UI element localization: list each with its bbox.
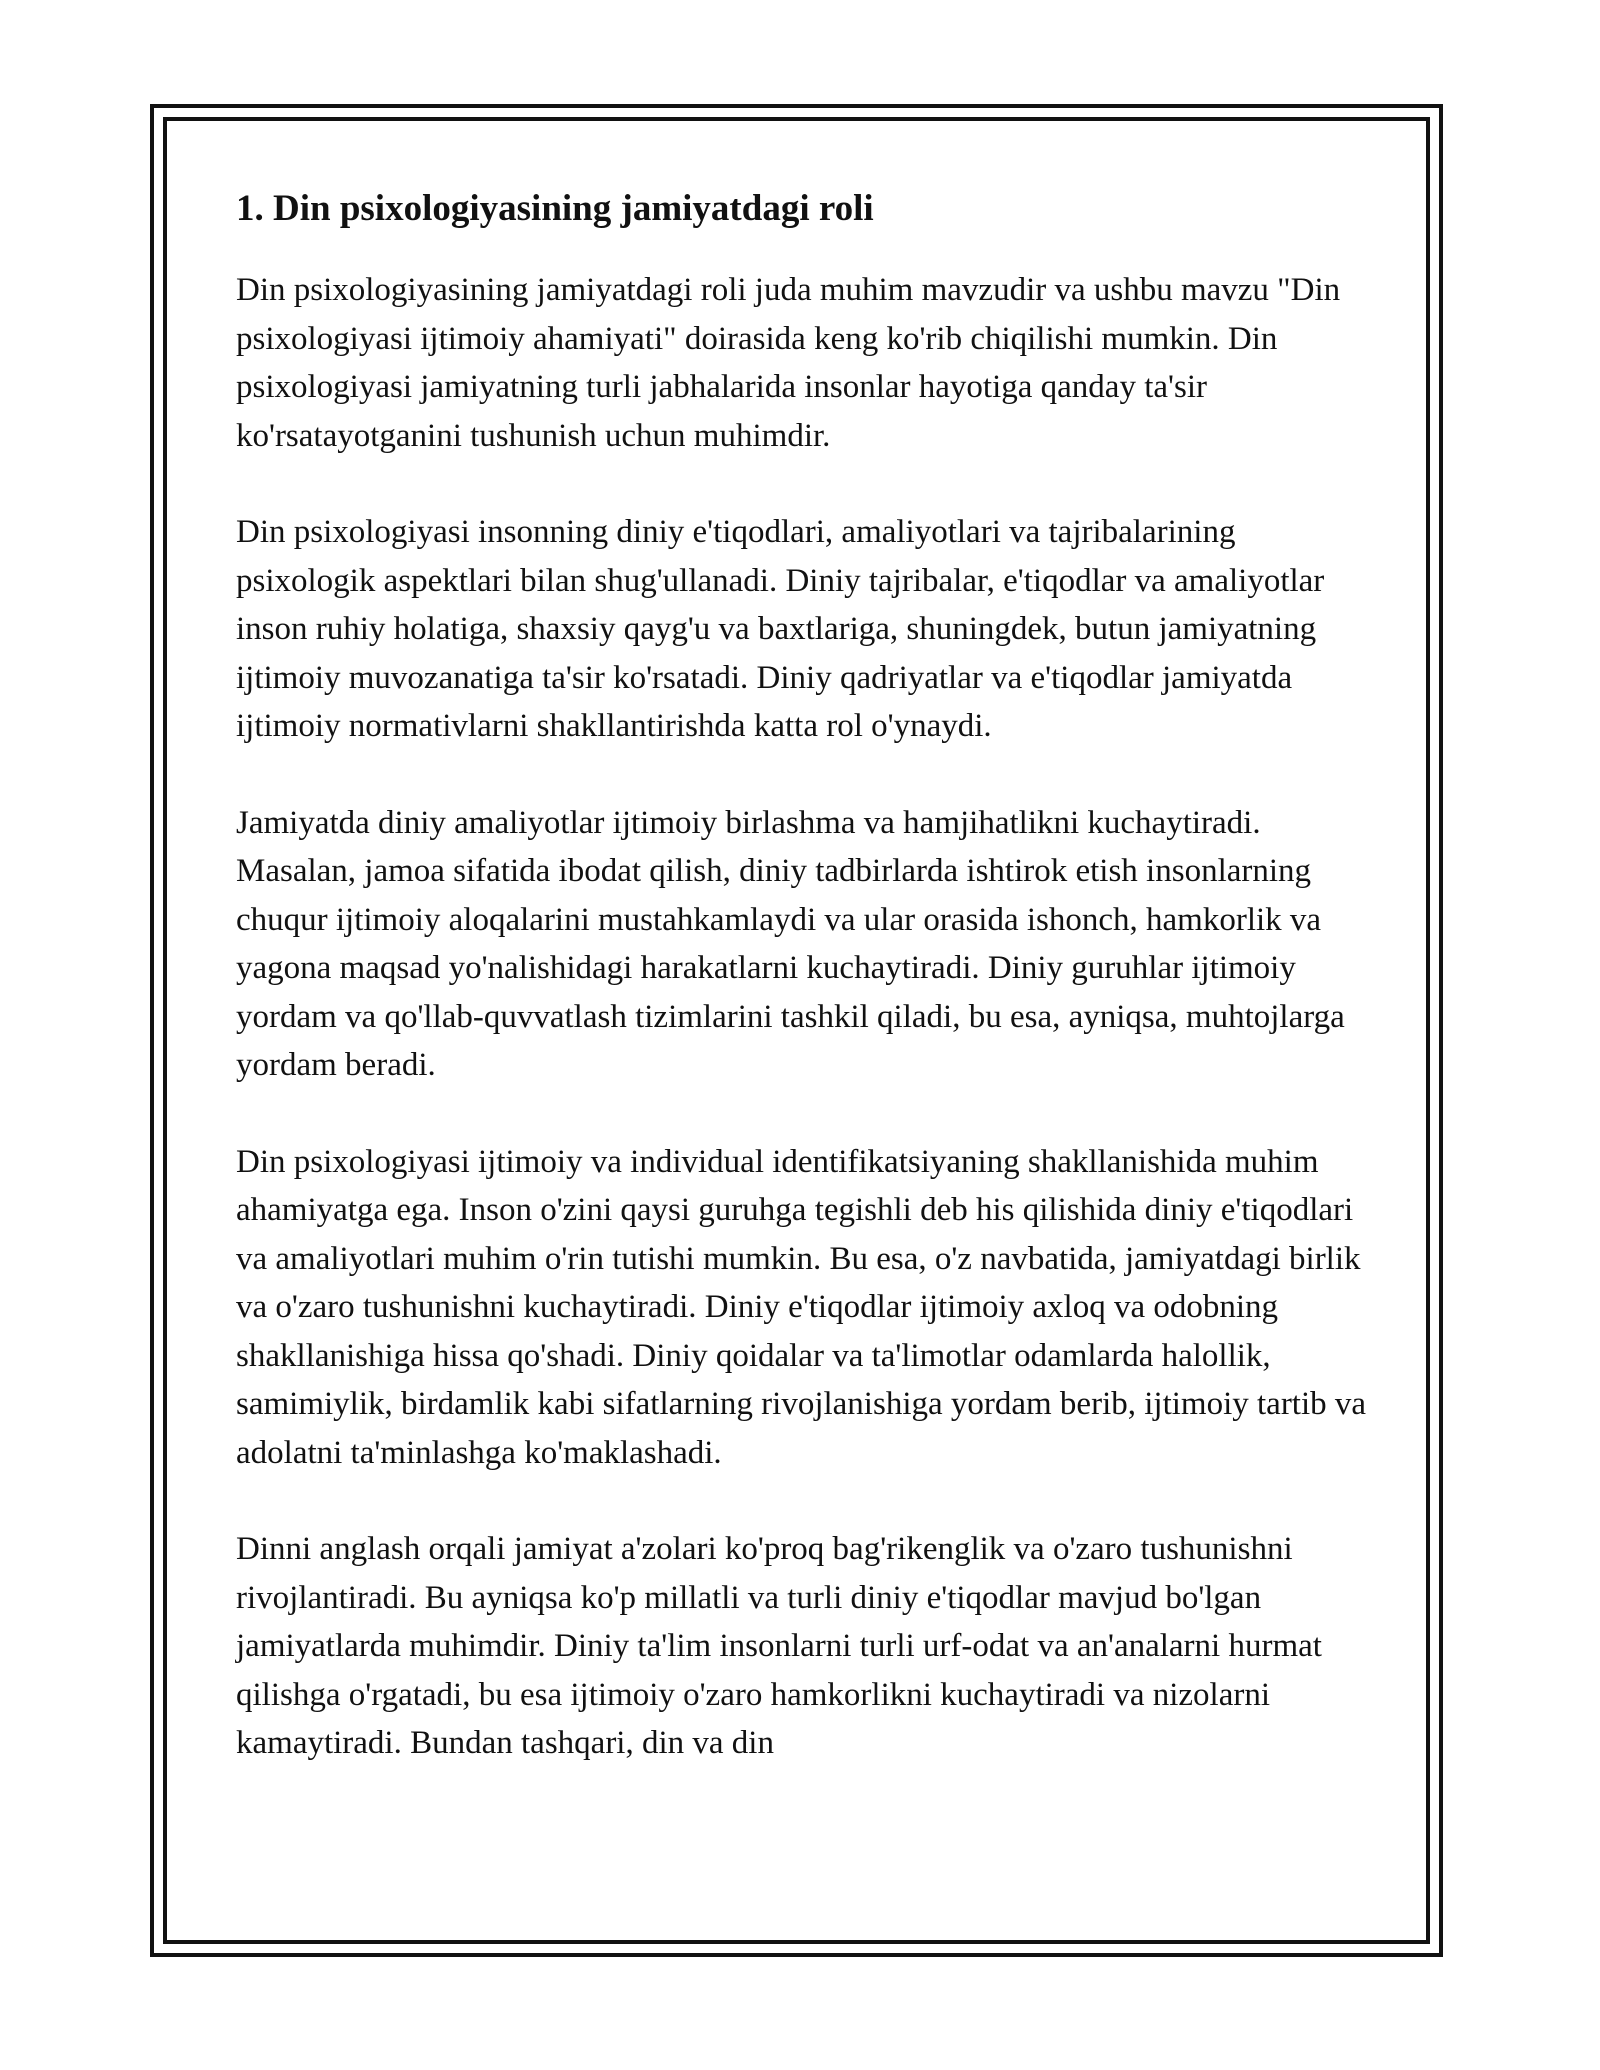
paragraph-4: Din psixologiyasi ijtimoiy va individual identifikatsiyaning shakllanishida muhim ahamiyatga ega. Inson o'zini qaysi guruhga tegishli deb his qilishida diniy e'tiqodlari va amaliyotlari muhim o'rin tutishi mumkin. Bu esa, o'z navbatida, jamiyatdagi birlik va o'zaro tushunishni kuchaytiradi. Diniy e'tiqodlar ijtimoiy axloq va odobning shakllanishiga hissa qo'shadi. Diniy qoidalar va ta'limotlar odamlarda halollik, samimiylik, birdamlik kabi sifatlarning rivojlanishiga yordam berib, ijtimoiy tartib va adolatni ta'minlashga ko'maklashadi. — [236, 1143, 1367, 1471]
paragraph-5: Dinni anglash orqali jamiyat a'zolari ko'proq bag'rikenglik va o'zaro tushunishni rivojlantiradi. Bu ayniqsa ko'p millatli va turli diniy e'tiqodlar mavjud bo'lgan jamiyatlarda muhimdir. Diniy ta'lim insonlarni turli urf-odat va an'analarni hurmat qilishga o'rgatadi, bu esa ijtimoiy o'zaro hamkorlikni kuchaytiradi va nizolarni kamaytiradi. Bundan tashqari, din va din — [236, 1531, 1322, 1761]
section-heading: 1. Din psixologiyasining jamiyatdagi roli — [236, 188, 874, 229]
paragraph-2: Din psixologiyasi insonning diniy e'tiqodlari, amaliyotlari va tajribalarining psixologik aspektlari bilan shug'ullanadi. Diniy tajribalar, e'tiqodlar va amaliyotlar inson ruhiy holatiga, shaxsiy qayg'u va baxtlariga, shuningdek, butun jamiyatning ijtimoiy muvozanatiga ta'sir ko'rsatadi. Diniy qadriyatlar va e'tiqodlar jamiyatda ijtimoiy normativlarni shakllantirishda katta rol o'ynaydi. — [236, 514, 1325, 744]
document-body — [236, 186, 1376, 1816]
paragraph-3: Jamiyatda diniy amaliyotlar ijtimoiy birlashma va hamjihatlikni kuchaytiradi. Masalan, jamoa sifatida ibodat qilish, diniy tadbirlarda ishtirok etish insonlarning chuqur ijtimoiy aloqalarini mustahkamlaydi va ular orasida ishonch, hamkorlik va yagona maqsad yo'nalishidagi harakatlarni kuchaytiradi. Diniy guruhlar ijtimoiy yordam va qo'llab-quvvatlash tizimlarini tashkil qiladi, bu esa, ayniqsa, muhtojlarga yordam beradi. — [236, 804, 1345, 1083]
paragraph-1: Din psixologiyasining jamiyatdagi roli juda muhim mavzudir va ushbu mavzu "Din psixologiyasi ijtimoiy ahamiyati" doirasida keng ko'rib chiqilishi mumkin. Din psixologiyasi jamiyatning turli jabhalarida insonlar hayotiga qanday ta'sir ko'rsatayotganini tushunish uchun muhimdir. — [236, 272, 1341, 454]
